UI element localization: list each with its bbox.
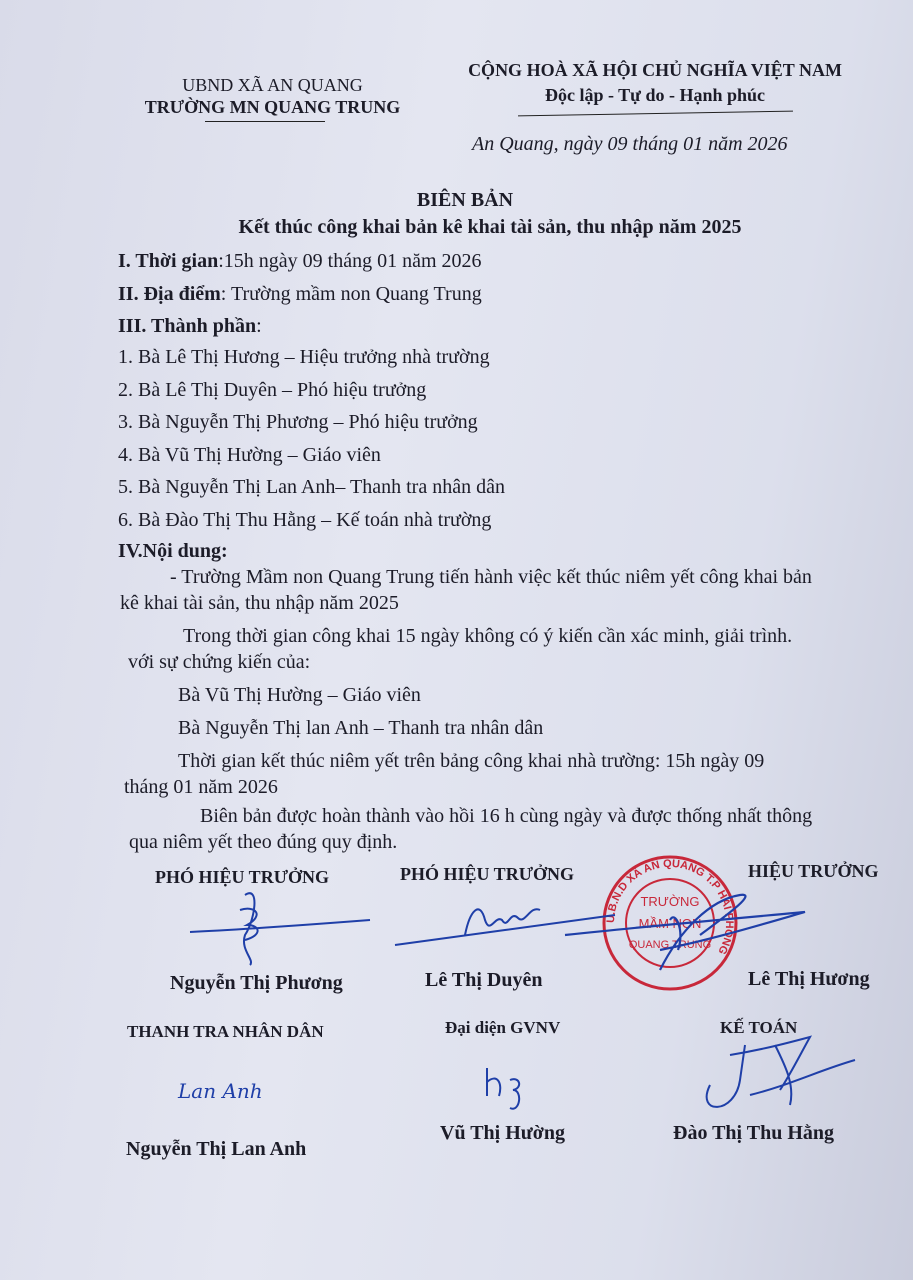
issuer-school: TRƯỜNG MN QUANG TRUNG — [144, 97, 401, 117]
signer-name: Đào Thị Thu Hằng — [673, 1122, 835, 1144]
signer-name: Lê Thị Hương — [748, 968, 870, 990]
witness-item: Bà Nguyễn Thị lan Anh – Thanh tra nhân dân — [178, 717, 544, 739]
content-text: qua niêm yết theo đúng quy định. — [129, 831, 398, 853]
document-title: BIÊN BẢN — [416, 189, 514, 211]
content-text: Trong thời gian công khai 15 ngày không có ý kiến cần xác minh, giải trình. — [183, 625, 793, 647]
motto-underline — [518, 111, 793, 117]
members-heading — [118, 315, 262, 338]
member-item: 3. Bà Nguyễn Thị Phương – Phó hiệu trưởng — [118, 411, 478, 433]
member-item: 1. Bà Lê Thị Hương – Hiệu trưởng nhà trường — [118, 346, 490, 368]
member-item: 4. Bà Vũ Thị Hường – Giáo viên — [118, 444, 381, 466]
signature-huong — [560, 880, 810, 990]
document-date: An Quang, ngày 09 tháng 01 năm 2026 — [472, 133, 788, 155]
signer-name: Nguyễn Thị Lan Anh — [126, 1138, 307, 1160]
place-label: II. Địa điểm — [118, 283, 221, 305]
members-label: III. Thành phần — [118, 315, 257, 337]
signer-role: PHÓ HIỆU TRƯỞNG — [155, 867, 330, 887]
document-subtitle: Kết thúc công khai bản kê khai tài sản, thu nhập năm 2025 — [238, 216, 742, 238]
signature-phuong — [185, 880, 375, 970]
signature-hang — [690, 1025, 860, 1120]
national-title: CỘNG HOÀ XÃ HỘI CHỦ NGHĨA VIỆT NAM — [468, 60, 842, 80]
content-text: kê khai tài sản, thu nhập năm 2025 — [120, 592, 399, 614]
national-motto: Độc lập - Tự do - Hạnh phúc — [544, 85, 766, 105]
signature-huong-gv — [475, 1058, 535, 1118]
signer-role: HIỆU TRƯỞNG — [748, 861, 879, 881]
signature-lan-anh — [170, 1068, 290, 1118]
stamp-line: TRƯỜNG — [640, 894, 700, 909]
signer-role: THANH TRA NHÂN DÂN — [127, 1022, 324, 1041]
member-item: 5. Bà Nguyễn Thị Lan Anh– Thanh tra nhân dân — [118, 476, 505, 498]
signer-name: Lê Thị Duyên — [425, 969, 543, 991]
issuer-authority: UBND XÃ AN QUANG — [182, 75, 363, 95]
stamp-outer-text: U.B.N.D XÃ AN QUANG T.P HẢI PHÒNG — [604, 857, 736, 957]
place-value: : Trường mầm non Quang Trung — [220, 283, 482, 305]
stamp-line: QUANG TRUNG — [628, 939, 712, 951]
content-heading: IV.Nội dung: — [118, 540, 228, 562]
content-text: với sự chứng kiến của: — [128, 651, 311, 673]
witness-item: Bà Vũ Thị Hường – Giáo viên — [178, 684, 421, 706]
content-text: - Trường Mầm non Quang Trung tiến hành việc kết thúc niêm yết công khai bản — [170, 566, 812, 588]
time-value: :15h ngày 09 tháng 01 năm 2026 — [218, 250, 482, 272]
signer-role: KẾ TOÁN — [720, 1018, 798, 1037]
content-text: Biên bản được hoàn thành vào hồi 16 h cùng ngày và được thống nhất thông — [200, 805, 813, 827]
member-item: 6. Bà Đào Thị Thu Hằng – Kế toán nhà trường — [118, 509, 492, 531]
time-label: I. Thời gian — [118, 250, 219, 272]
content-text: tháng 01 năm 2026 — [124, 776, 278, 798]
members-colon: : — [256, 315, 262, 337]
signer-name: Vũ Thị Hường — [440, 1122, 565, 1144]
issuer-underline — [205, 121, 325, 122]
signer-role: PHÓ HIỆU TRƯỞNG — [400, 864, 575, 884]
handwritten-lan-anh: Lan Anh — [178, 1079, 263, 1103]
time-line — [118, 250, 482, 273]
signer-name: Nguyễn Thị Phương — [170, 972, 343, 994]
member-item: 2. Bà Lê Thị Duyên – Phó hiệu trưởng — [118, 379, 427, 401]
content-text: Thời gian kết thúc niêm yết trên bảng công khai nhà trường: 15h ngày 09 — [178, 750, 765, 772]
signer-role: Đại diện GVNV — [445, 1018, 561, 1037]
stamp-line: MẦM NON — [638, 916, 702, 931]
place-line — [118, 283, 482, 306]
